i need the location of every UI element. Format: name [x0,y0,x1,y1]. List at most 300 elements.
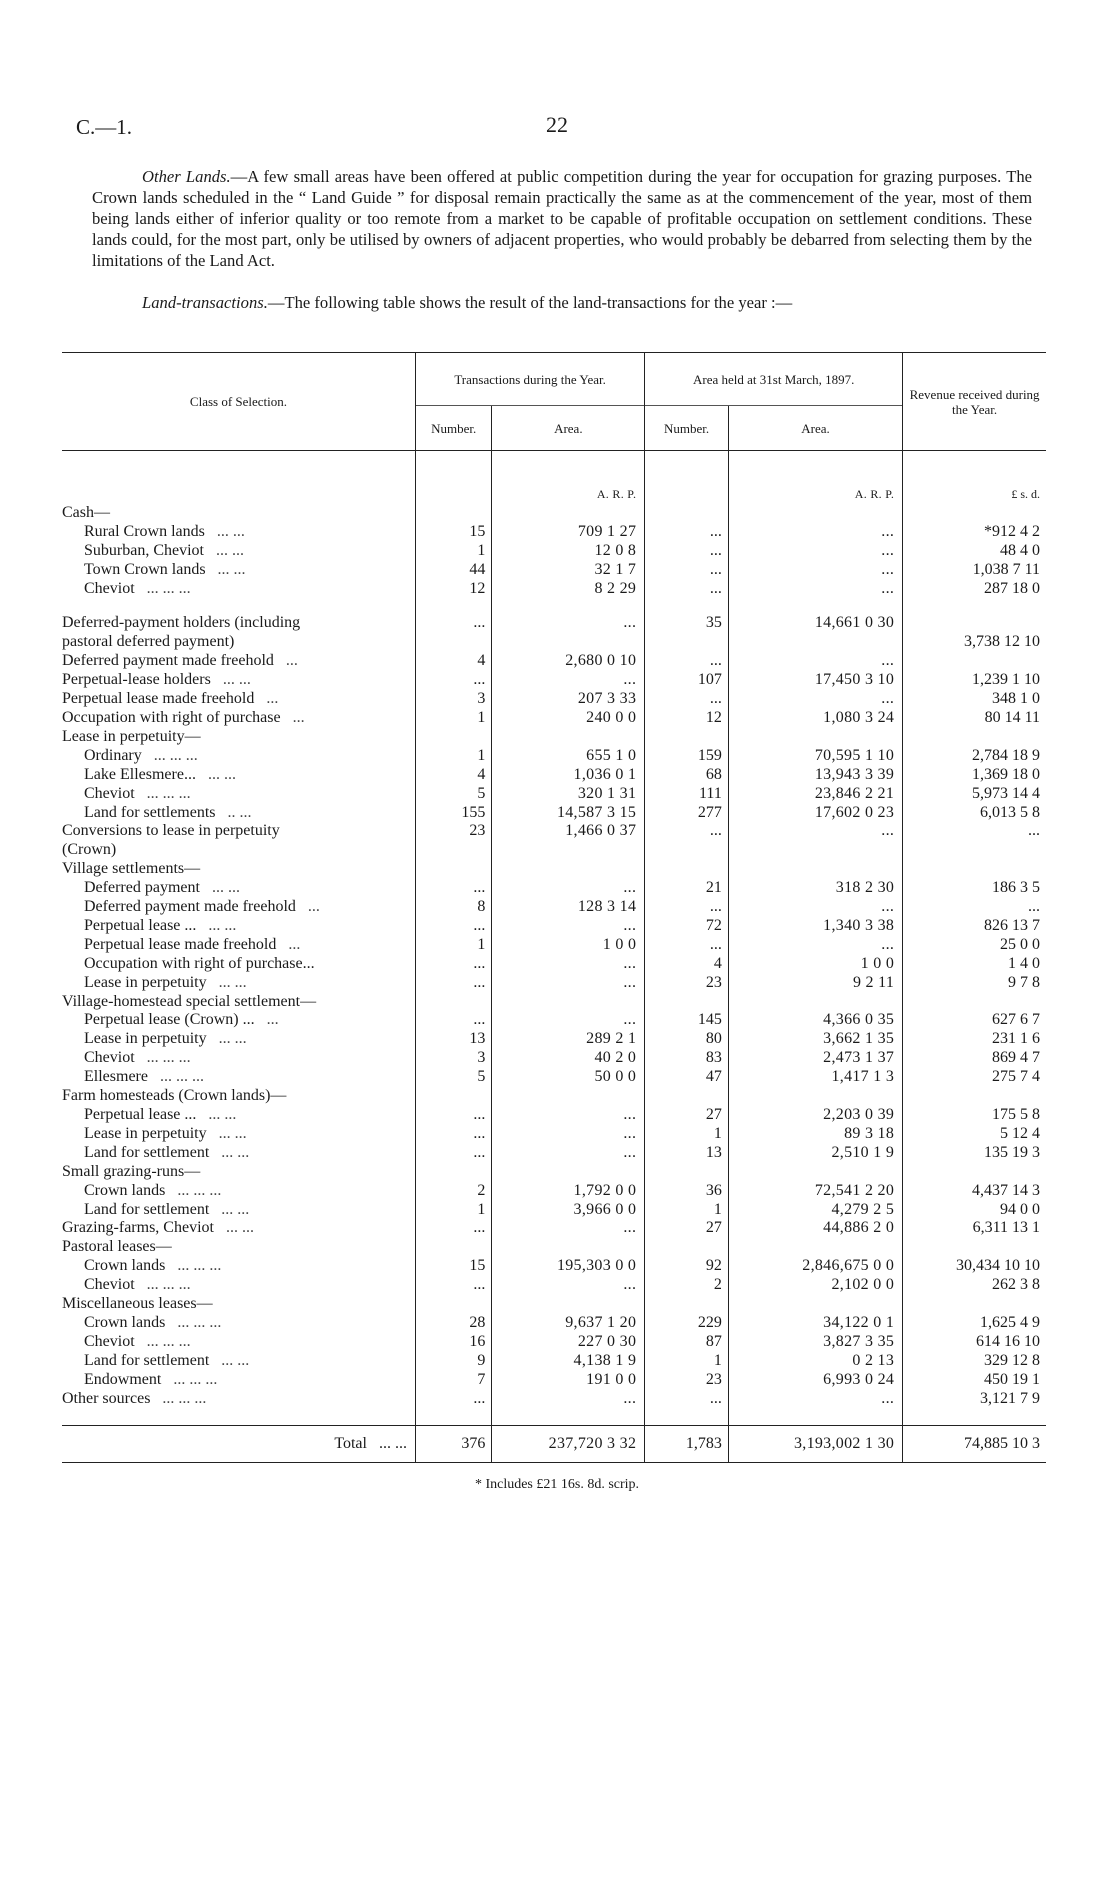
revenue-cell: *912 4 2 [903,523,1046,542]
held-number-cell: 13 [645,1144,729,1163]
row-label [62,542,415,561]
held-number-cell: 35 [645,614,729,633]
revenue-cell: 80 14 11 [903,709,1046,728]
table-row [62,955,1046,974]
row-label [62,804,415,823]
tx-number-cell: ... [415,1390,491,1409]
row-label-text: Land for settlement [84,1200,210,1218]
row-label-text: Town Crown lands [84,560,206,578]
held-number-cell: 12 [645,709,729,728]
leader-dots: ... ... ... [162,1389,207,1407]
held-number-cell: 1 [645,1125,729,1144]
revenue-cell [903,598,1046,614]
table-row [62,1333,1046,1352]
tx-number-cell: 8 [415,898,491,917]
leader-dots: ... ... [225,1219,254,1237]
held-area-cell [728,1238,902,1257]
table-row [62,936,1046,955]
tx-number-cell: 44 [415,561,491,580]
row-label-text: Cheviot [84,784,135,802]
held-area-cell: 23,846 2 21 [728,785,902,804]
row-label-text: Lease in perpetuity [84,973,207,991]
held-area-cell [728,993,902,1012]
row-label-text: Land for settlement [84,1143,210,1161]
tx-number-cell: 1 [415,1201,491,1220]
held-number-cell: 87 [645,1333,729,1352]
held-area-cell: ... [728,580,902,599]
revenue-cell: 262 3 8 [903,1276,1046,1295]
tx-area-cell: ... [492,1144,645,1163]
row-label-text: Conversions to lease in perpetuity [62,822,280,840]
row-label-text: Suburban, Cheviot [84,541,204,559]
tx-area-cell [492,598,645,614]
spacer-cell [728,1409,902,1426]
tx-number-cell: ... [415,1144,491,1163]
revenue-cell: 826 13 7 [903,917,1046,936]
row-label-text: Ellesmere [84,1068,148,1086]
table-footnote: * Includes £21 16s. 8d. scrip. [474,1477,640,1492]
table-row [62,652,1046,671]
row-label [62,1276,415,1295]
held-number-cell: 111 [645,785,729,804]
row-label [62,955,415,974]
tx-number-cell [415,1295,491,1314]
tx-area-cell: 32 1 7 [492,561,645,580]
row-label-text: Ordinary [84,746,142,764]
leader-dots: ... ... [208,1106,237,1123]
table-row [62,1163,1046,1182]
revenue-cell [903,1295,1046,1314]
table-row [62,1030,1046,1049]
held-number-cell: 47 [645,1068,729,1087]
revenue-cell: ... [903,898,1046,917]
leader-dots: ... [288,935,301,953]
row-label-text: Other sources [62,1389,151,1407]
tx-area-cell: 227 0 30 [492,1333,645,1352]
total-held-area: 3,193,002 1 30 [728,1425,902,1462]
tx-number-cell [415,598,491,614]
tx-area-cell: ... [492,1219,645,1238]
held-number-cell: 92 [645,1257,729,1276]
leader-dots: ... [285,652,298,670]
held-area-units: A. R. P. [728,485,902,504]
tx-area-cell [492,993,645,1012]
row-label-text: Farm homesteads (Crown lands)— [62,1087,287,1105]
held-number-cell [645,1163,729,1182]
revenue-cell: 627 6 7 [903,1011,1046,1030]
table-row [62,542,1046,561]
spacer-cell [415,1409,491,1426]
table-row [62,974,1046,993]
col-tx-area-header: Area. [492,406,645,451]
leader-dots: ... ... [378,1434,407,1452]
row-label [62,614,415,633]
revenue-cell: 287 18 0 [903,580,1046,599]
table-row [62,1201,1046,1220]
tx-area-cell: ... [492,1390,645,1409]
tx-area-cell: 1,792 0 0 [492,1182,645,1201]
row-label [62,860,415,879]
held-area-cell: 0 2 13 [728,1352,902,1371]
table-row [62,1238,1046,1257]
tx-number-cell [415,504,491,523]
row-label [62,1106,415,1125]
table-row [62,860,1046,879]
spacer-cell [903,451,1046,486]
held-area-cell: 17,602 0 23 [728,804,902,823]
tx-area-cell [492,1163,645,1182]
row-label-text: Perpetual lease (Crown) ... [84,1011,255,1029]
tx-area-cell: ... [492,1125,645,1144]
tx-area-cell [492,1295,645,1314]
col-class-header: Class of Selection. [62,353,415,451]
held-area-cell [728,598,902,614]
revenue-cell: 94 0 0 [903,1201,1046,1220]
held-area-cell: ... [728,898,902,917]
tx-area-cell: 195,303 0 0 [492,1257,645,1276]
col-revenue-header: Revenue received during the Year. [903,353,1046,451]
held-area-cell: 17,450 3 10 [728,671,902,690]
units-row [62,485,1046,504]
row-label [62,633,415,652]
table-row [62,822,1046,841]
held-area-cell [728,728,902,747]
table-row [62,879,1046,898]
held-number-cell: 72 [645,917,729,936]
tx-number-cell: 1 [415,936,491,955]
total-row [62,1425,1046,1462]
tx-number-cell: 28 [415,1314,491,1333]
table-row [62,1106,1046,1125]
row-label [62,709,415,728]
land-transactions-heading: Land-transactions. [142,293,268,312]
revenue-cell: 30,434 10 10 [903,1257,1046,1276]
tx-area-cell [492,1087,645,1106]
tx-number-cell [415,1163,491,1182]
leader-dots: ... ... [218,973,247,991]
table-row [62,614,1046,633]
land-transactions-text: —The following table shows the result of the land-transactions for the year :— [267,293,793,312]
row-label [62,1068,415,1087]
revenue-cell: 1,239 1 10 [903,671,1046,690]
revenue-cell [903,1163,1046,1182]
tx-number-cell [415,841,491,860]
row-label [62,841,415,860]
row-label-text: Miscellaneous leases— [62,1295,213,1313]
spacer-cell [492,451,645,486]
held-number-cell: ... [645,822,729,841]
table-row [62,1049,1046,1068]
spacer-cell [728,451,902,486]
revenue-cell [903,652,1046,671]
row-label [62,766,415,785]
revenue-cell [903,860,1046,879]
revenue-cell [903,841,1046,860]
tx-area-cell: ... [492,917,645,936]
held-number-cell: ... [645,580,729,599]
tx-area-cell: 40 2 0 [492,1049,645,1068]
leader-dots: ... ... ... [173,1370,218,1388]
tx-area-cell: 1,466 0 37 [492,822,645,841]
held-area-cell [728,1163,902,1182]
row-label-text: Endowment [84,1370,162,1388]
table-row [62,917,1046,936]
tx-number-cell: 4 [415,652,491,671]
row-label [62,1238,415,1257]
held-number-cell [645,504,729,523]
units-cell [62,485,415,504]
tx-number-cell: 3 [415,690,491,709]
held-number-cell: ... [645,561,729,580]
held-number-cell [645,598,729,614]
leader-dots: ... ... ... [177,1257,222,1275]
held-area-cell: ... [728,690,902,709]
held-area-cell: 2,510 1 9 [728,1144,902,1163]
table-row [62,580,1046,599]
tx-number-cell: 1 [415,542,491,561]
held-number-cell: 159 [645,747,729,766]
table-row [62,785,1046,804]
row-label-text: Deferred payment made freehold [62,652,274,670]
revenue-cell: 1,369 18 0 [903,766,1046,785]
row-label [62,561,415,580]
held-number-cell: ... [645,690,729,709]
tx-area-cell: ... [492,879,645,898]
table-row [62,671,1046,690]
held-area-cell: ... [728,523,902,542]
table-row [62,1371,1046,1390]
held-area-cell: 70,595 1 10 [728,747,902,766]
held-area-cell: 1,417 1 3 [728,1068,902,1087]
tx-area-cell: 14,587 3 15 [492,804,645,823]
units-cell [645,485,729,504]
row-label [62,1163,415,1182]
tx-number-cell: ... [415,974,491,993]
leader-dots: ... ... [216,522,245,540]
tx-number-cell [415,728,491,747]
revenue-cell: 5,973 14 4 [903,785,1046,804]
row-label-text: Lease in perpetuity— [62,727,201,745]
held-number-cell: 1 [645,1201,729,1220]
held-area-cell: 4,279 2 5 [728,1201,902,1220]
revenue-cell: 186 3 5 [903,879,1046,898]
leader-dots: ... ... ... [177,1181,222,1199]
tx-number-cell: ... [415,1125,491,1144]
tx-number-cell: ... [415,671,491,690]
col-tx-number-header: Number. [415,406,491,451]
tx-number-cell [415,1238,491,1257]
tx-area-cell: 655 1 0 [492,747,645,766]
held-number-cell: 21 [645,879,729,898]
leader-dots: ... ... [218,1124,247,1142]
row-label [62,1011,415,1030]
leader-dots: ... ... ... [146,1049,191,1067]
total-tx-area: 237,720 3 32 [492,1425,645,1462]
leader-dots: ... [266,690,279,708]
held-area-cell: 9 2 11 [728,974,902,993]
held-number-cell: 27 [645,1219,729,1238]
table-row [62,1219,1046,1238]
table-row [62,1352,1046,1371]
revenue-cell: 6,311 13 1 [903,1219,1046,1238]
row-label [62,936,415,955]
table-row [62,690,1046,709]
tx-area-cell: ... [492,974,645,993]
row-label [62,1087,415,1106]
held-area-cell: 72,541 2 20 [728,1182,902,1201]
held-number-cell [645,1295,729,1314]
row-label-text: Occupation with right of purchase [62,708,281,726]
table-row [62,841,1046,860]
held-number-cell: ... [645,936,729,955]
held-area-cell: 318 2 30 [728,879,902,898]
held-area-cell: 6,993 0 24 [728,1371,902,1390]
held-number-cell [645,860,729,879]
row-label [62,671,415,690]
row-label [62,974,415,993]
leader-dots: ... ... [222,671,251,689]
other-lands-heading: Other Lands. [142,167,231,186]
table-row [62,709,1046,728]
held-number-cell [645,633,729,652]
revenue-cell: 869 4 7 [903,1049,1046,1068]
row-label-text: Land for settlement [84,1351,210,1369]
held-area-cell: 2,846,675 0 0 [728,1257,902,1276]
revenue-cell [903,504,1046,523]
series-code: C.—1. [76,115,133,139]
tx-number-cell [415,860,491,879]
held-area-cell: ... [728,561,902,580]
table-row [62,804,1046,823]
col-held-area-header: Area. [728,406,902,451]
held-number-cell: 23 [645,1371,729,1390]
spacer-cell [62,451,415,486]
row-label [62,1030,415,1049]
tx-number-cell: ... [415,1106,491,1125]
held-area-cell: 3,662 1 35 [728,1030,902,1049]
tx-number-cell: 23 [415,822,491,841]
other-lands-paragraph [92,166,1032,271]
held-number-cell: ... [645,652,729,671]
tx-area-cell: 12 0 8 [492,542,645,561]
row-label [62,1144,415,1163]
table-row [62,1295,1046,1314]
held-area-cell: ... [728,936,902,955]
held-area-cell: ... [728,542,902,561]
row-label-text: Crown lands [84,1181,166,1199]
held-area-cell: 4,366 0 35 [728,1011,902,1030]
leader-dots: ... ... [208,916,237,934]
tx-number-cell: ... [415,614,491,633]
tx-area-cell: 8 2 29 [492,580,645,599]
held-number-cell [645,841,729,860]
revenue-cell: 1,625 4 9 [903,1314,1046,1333]
held-number-cell [645,1087,729,1106]
revenue-cell: ... [903,822,1046,841]
tx-number-cell: 155 [415,804,491,823]
held-number-cell: ... [645,542,729,561]
tx-area-cell: 709 1 27 [492,523,645,542]
row-label [62,1125,415,1144]
table-row [62,1257,1046,1276]
page-number: 22 [546,112,568,137]
held-number-cell [645,993,729,1012]
tx-area-cell: ... [492,671,645,690]
tx-number-cell: ... [415,955,491,974]
row-label-text: Small grazing-runs— [62,1162,201,1180]
row-label [62,1314,415,1333]
row-label [62,1295,415,1314]
tx-area-cell: 2,680 0 10 [492,652,645,671]
tx-number-cell: ... [415,1011,491,1030]
table-row [62,561,1046,580]
table-row [62,747,1046,766]
revenue-cell: 3,738 12 10 [903,633,1046,652]
revenue-cell: 1 4 0 [903,955,1046,974]
held-number-cell: 4 [645,955,729,974]
row-label [62,1201,415,1220]
table-row [62,523,1046,542]
land-transactions-paragraph [92,292,1032,313]
held-area-cell: ... [728,1390,902,1409]
row-label [62,523,415,542]
row-label [62,1257,415,1276]
revenue-cell [903,728,1046,747]
tx-area-cell: ... [492,1276,645,1295]
revenue-cell [903,1087,1046,1106]
held-number-cell: 229 [645,1314,729,1333]
total-held-number: 1,783 [645,1425,729,1462]
units-cell [415,485,491,504]
other-lands-text: —A few small areas have been offered at public competition during the year for occupation for grazing purposes. The Crown lands scheduled in the “ Land Guide ” for disposal remain practically the same as at the commencement of the year, most of them being lands either of inferior quality or too remote from a market to be capable of profitable occupation on settlement conditions. These lands could, for the most part, only be utilised by owners of adjacent properties, who would probably be debarred from selecting them by the limitations of the Land Act. [92,167,1032,270]
row-label-text: pastoral deferred payment) [62,633,235,651]
tx-area-cell [492,860,645,879]
spacer-cell [492,1409,645,1426]
tx-number-cell: 13 [415,1030,491,1049]
tx-area-cell: 207 3 33 [492,690,645,709]
tx-number-cell: ... [415,879,491,898]
held-area-cell: 2,203 0 39 [728,1106,902,1125]
leader-dots: ... ... [218,1030,247,1048]
tx-area-cell: 240 0 0 [492,709,645,728]
row-label-text: Lake Ellesmere... [84,765,196,783]
leader-dots: ... [292,708,305,726]
revenue-cell [903,614,1046,633]
row-label [62,747,415,766]
row-label-text: Cheviot [84,1276,135,1294]
row-label [62,598,415,614]
table-row [62,598,1046,614]
held-number-cell [645,1238,729,1257]
held-area-cell: 1,080 3 24 [728,709,902,728]
held-number-cell: 23 [645,974,729,993]
table-row [62,1276,1046,1295]
spacer-cell [62,1409,415,1426]
row-label [62,504,415,523]
row-label [62,898,415,917]
row-label-text: Deferred-payment holders (including [62,614,301,632]
tx-area-cell [492,504,645,523]
leader-dots: ... ... [221,1351,250,1369]
table-body [62,451,1046,1463]
held-area-cell: 14,661 0 30 [728,614,902,633]
col-transactions-header: Transactions during the Year. [415,353,644,406]
row-label-text: Village-homestead special settlement— [62,992,317,1010]
table-row [62,504,1046,523]
revenue-cell: 3,121 7 9 [903,1390,1046,1409]
tx-number-cell: 7 [415,1371,491,1390]
tx-area-cell: 191 0 0 [492,1371,645,1390]
